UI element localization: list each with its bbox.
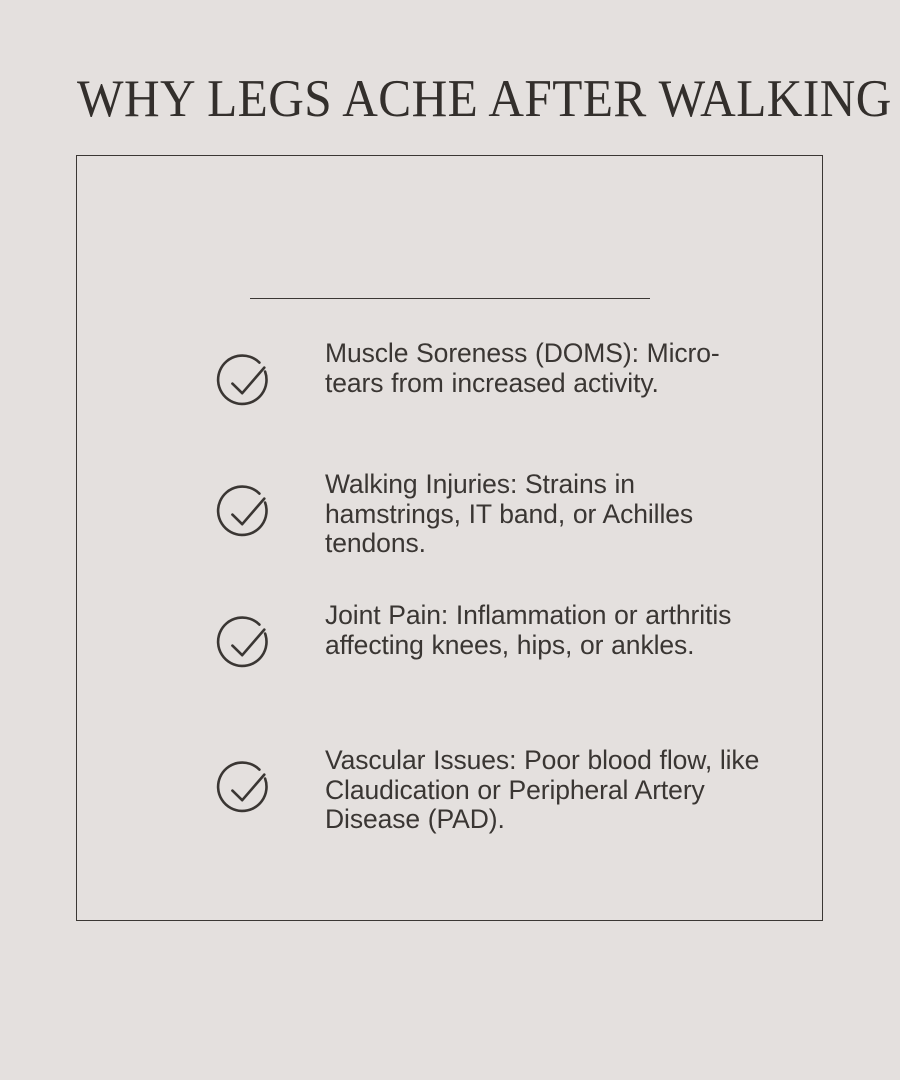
list-item: [214, 339, 745, 414]
circle-check-icon: [214, 614, 276, 676]
list-item: [214, 470, 745, 559]
page-title: WHY LEGS ACHE AFTER WALKING: [77, 69, 892, 128]
list-item-text: Joint Pain: Inflammation or arthritis affecting knees, hips, or ankles.: [325, 600, 732, 660]
circle-check-icon: [214, 483, 276, 545]
list-item: [214, 601, 745, 676]
list-item-text: Vascular Issues: Poor blood flow, like Claudication or Peripheral Artery Disease (PAD).: [325, 745, 760, 834]
benefits-list: [77, 156, 822, 920]
list-item-text: Muscle Soreness (DOMS): Micro-tears from increased activity.: [325, 338, 720, 398]
content-frame: [76, 155, 823, 921]
circle-check-icon: [214, 352, 276, 414]
list-item-text: Walking Injuries: Strains in hamstrings, IT band, or Achilles tendons.: [325, 469, 694, 558]
list-item: [214, 746, 765, 835]
circle-check-icon: [214, 759, 276, 821]
